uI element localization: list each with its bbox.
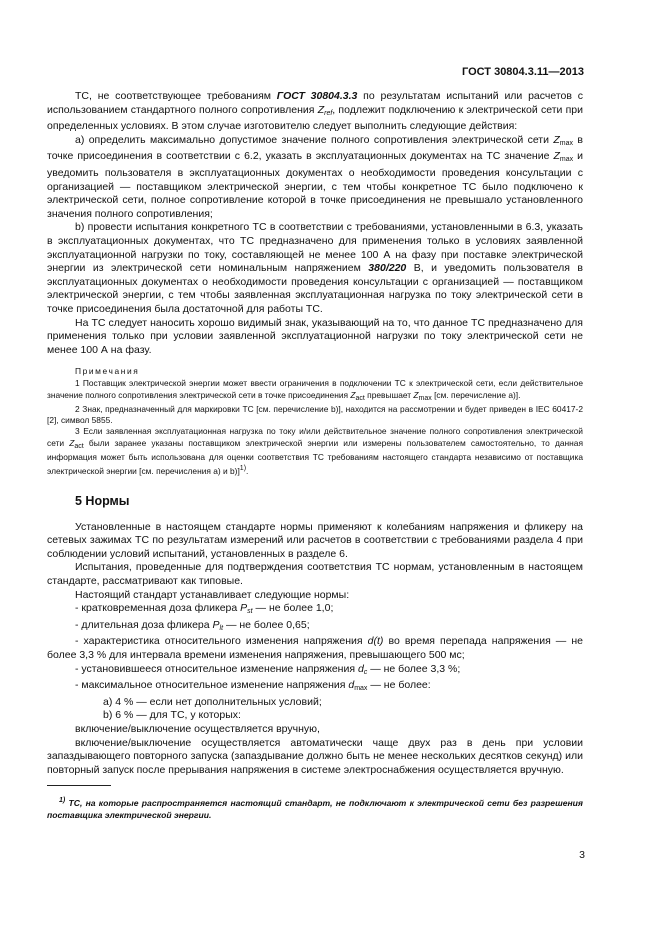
section-paragraph-3: Настоящий стандарт устанавливает следующие нормы:: [75, 588, 350, 601]
limit-item: - кратковременная доза фликера $P_{st}$ — не более 1,0;: [75, 602, 334, 616]
footnote-marker: 1): [59, 797, 66, 805]
notes-block: [47, 366, 583, 477]
standard-reference: ГОСТ 30804.3.3: [276, 90, 358, 102]
footnote: $^{1)}$ ТС, на которые распространяется настоящий стандарт, не подключают к электрической сети без разрешения поставщика электрической энергии.: [47, 797, 583, 820]
section-title: 5 Нормы: [75, 494, 130, 509]
limit-subitem-a: a) 4 % — если нет дополнительных условий;: [103, 695, 322, 708]
note-3: 3 Если заявленная эксплуатационная нагрузка по току и/или действительное значение полного сопротивления электрической сети $Z_{act}$ были заранее указаны поставщиком электрической энергии или измерены пользователем самостоятельно, то данная информация может быть использована для оценки соответствия ТС требованиям настоящего стандарта независимо от поставщика электрической энергии [см. перечисления а) и b)]$^{1)}$.: [47, 426, 583, 476]
item-a: a) определить максимально допустимое значение полного сопротивления электрической сети $Z_{max}$ в точке присоединения в соответствии с 6.2, указать в эксплуатационных документах на ТС значение $Z_{max}$ и уведомить пользователя в эксплуатационных документах о необходимости проведения консультации с организацией — поставщиком электрической энергии, с тем чтобы конкретное ТС было подключено к электрической сети, полное сопротивление которой в точке присоединения не превышало установленного значения полного сопротивления;: [47, 133, 583, 220]
limit-item: - характеристика относительного изменения напряжения d(t) во время перепада напряжения — не более 3,3 % для интервала времени изменения напряжения, превышающего 500 мс;: [47, 635, 584, 662]
paragraph-marking: На ТС следует наносить хорошо видимый знак, указывающий на то, что данное ТС предназначено для применения только при условии заявленной эксплуатационной нагрузки по току электрической сети не менее 100 А на фазу.: [47, 316, 583, 356]
voltage-value: 380/220: [368, 262, 407, 275]
limit-item: - максимальное относительное изменение напряжения $d_{max}$ — не более:: [75, 679, 431, 693]
document-id: ГОСТ 30804.3.11—2013: [461, 66, 584, 78]
notes-heading: Примечания: [75, 366, 140, 377]
condition-1: включение/выключение осуществляется вручную,: [75, 723, 320, 736]
footnote-ref: 1): [239, 464, 247, 472]
footnote-divider: [47, 785, 111, 786]
page-number: 3: [579, 849, 585, 861]
limit-item: - длительная доза фликера $P_{lt}$ — не более 0,65;: [75, 618, 310, 632]
note-1: 1 Поставщик электрической энергии может ввести ограничения в подключении ТС к электрической сети, если действительное значение полного сопротивления электрической сети в точке присоединения $Z_{act}$ превышает $Z_{max}$ [см. перечисление а)].: [47, 378, 583, 402]
paragraph-intro: ТС, не соответствующее требованиям ГОСТ 30804.3.3 по результатам испытаний или расчетов с использованием стандартного полного сопротивления $Z_{ref}$, подлежит подключению к электрической сети при определенных условиях. В этом случае изготовителю следует выполнить следующие действия:: [47, 90, 584, 133]
symbol-z: Z: [317, 103, 325, 116]
limit-item: - установившееся относительное изменение напряжения $d_c$ — не более 3,3 %;: [75, 662, 461, 676]
page-body: [47, 90, 583, 821]
section-paragraph-2: Испытания, проведенные для подтверждения соответствия ТС нормам, установленным в настоящем стандарте, рассматривают как типовые.: [47, 561, 583, 588]
item-b: b) провести испытания конкретного ТС в соответствии с требованиями, установленными в 6.3, указать в эксплуатационных документах, что ТС предназначено для применения только в условиях заявленной эксплуатационной нагрузки по току, составляющей не менее 100 А на фазу при поставке электрической энергии из электрической сети номинальным напряжением 380/220 В, и уведомить пользователя в эксплуатационных документах о необходимости проведения консультации с организацией — поставщиком электрической энергии, с тем чтобы заявленная эксплуатационная нагрузка по току электрической сети в точке присоединения была достаточной для работы ТС.: [47, 221, 583, 315]
limit-subitem-b: b) 6 % — для ТС, у которых:: [103, 709, 241, 722]
note-2: 2 Знак, предназначенный для маркировки ТС [см. перечисление b)], находится на рассмотрении и будет приведен в IEC 60417-2 [2], символ 5855.: [47, 403, 583, 426]
condition-2: включение/выключение осуществляется автоматически чаще двух раз в день при условии запаздывающего повторного запуска (запаздывание должно быть не менее нескольких десятков секунд) или повторный запуск после прерывания напряжения в системе электроснабжения осуществляется вручную.: [47, 736, 583, 776]
section-paragraph-1: Установленные в настоящем стандарте нормы применяют к колебаниям напряжения и фликеру на сетевых зажимах ТС по результатам измерений или расчетов в соответствии с требованиями раздела 4 при соблюдении условий испытаний, установленных в разделе 6.: [47, 520, 583, 560]
